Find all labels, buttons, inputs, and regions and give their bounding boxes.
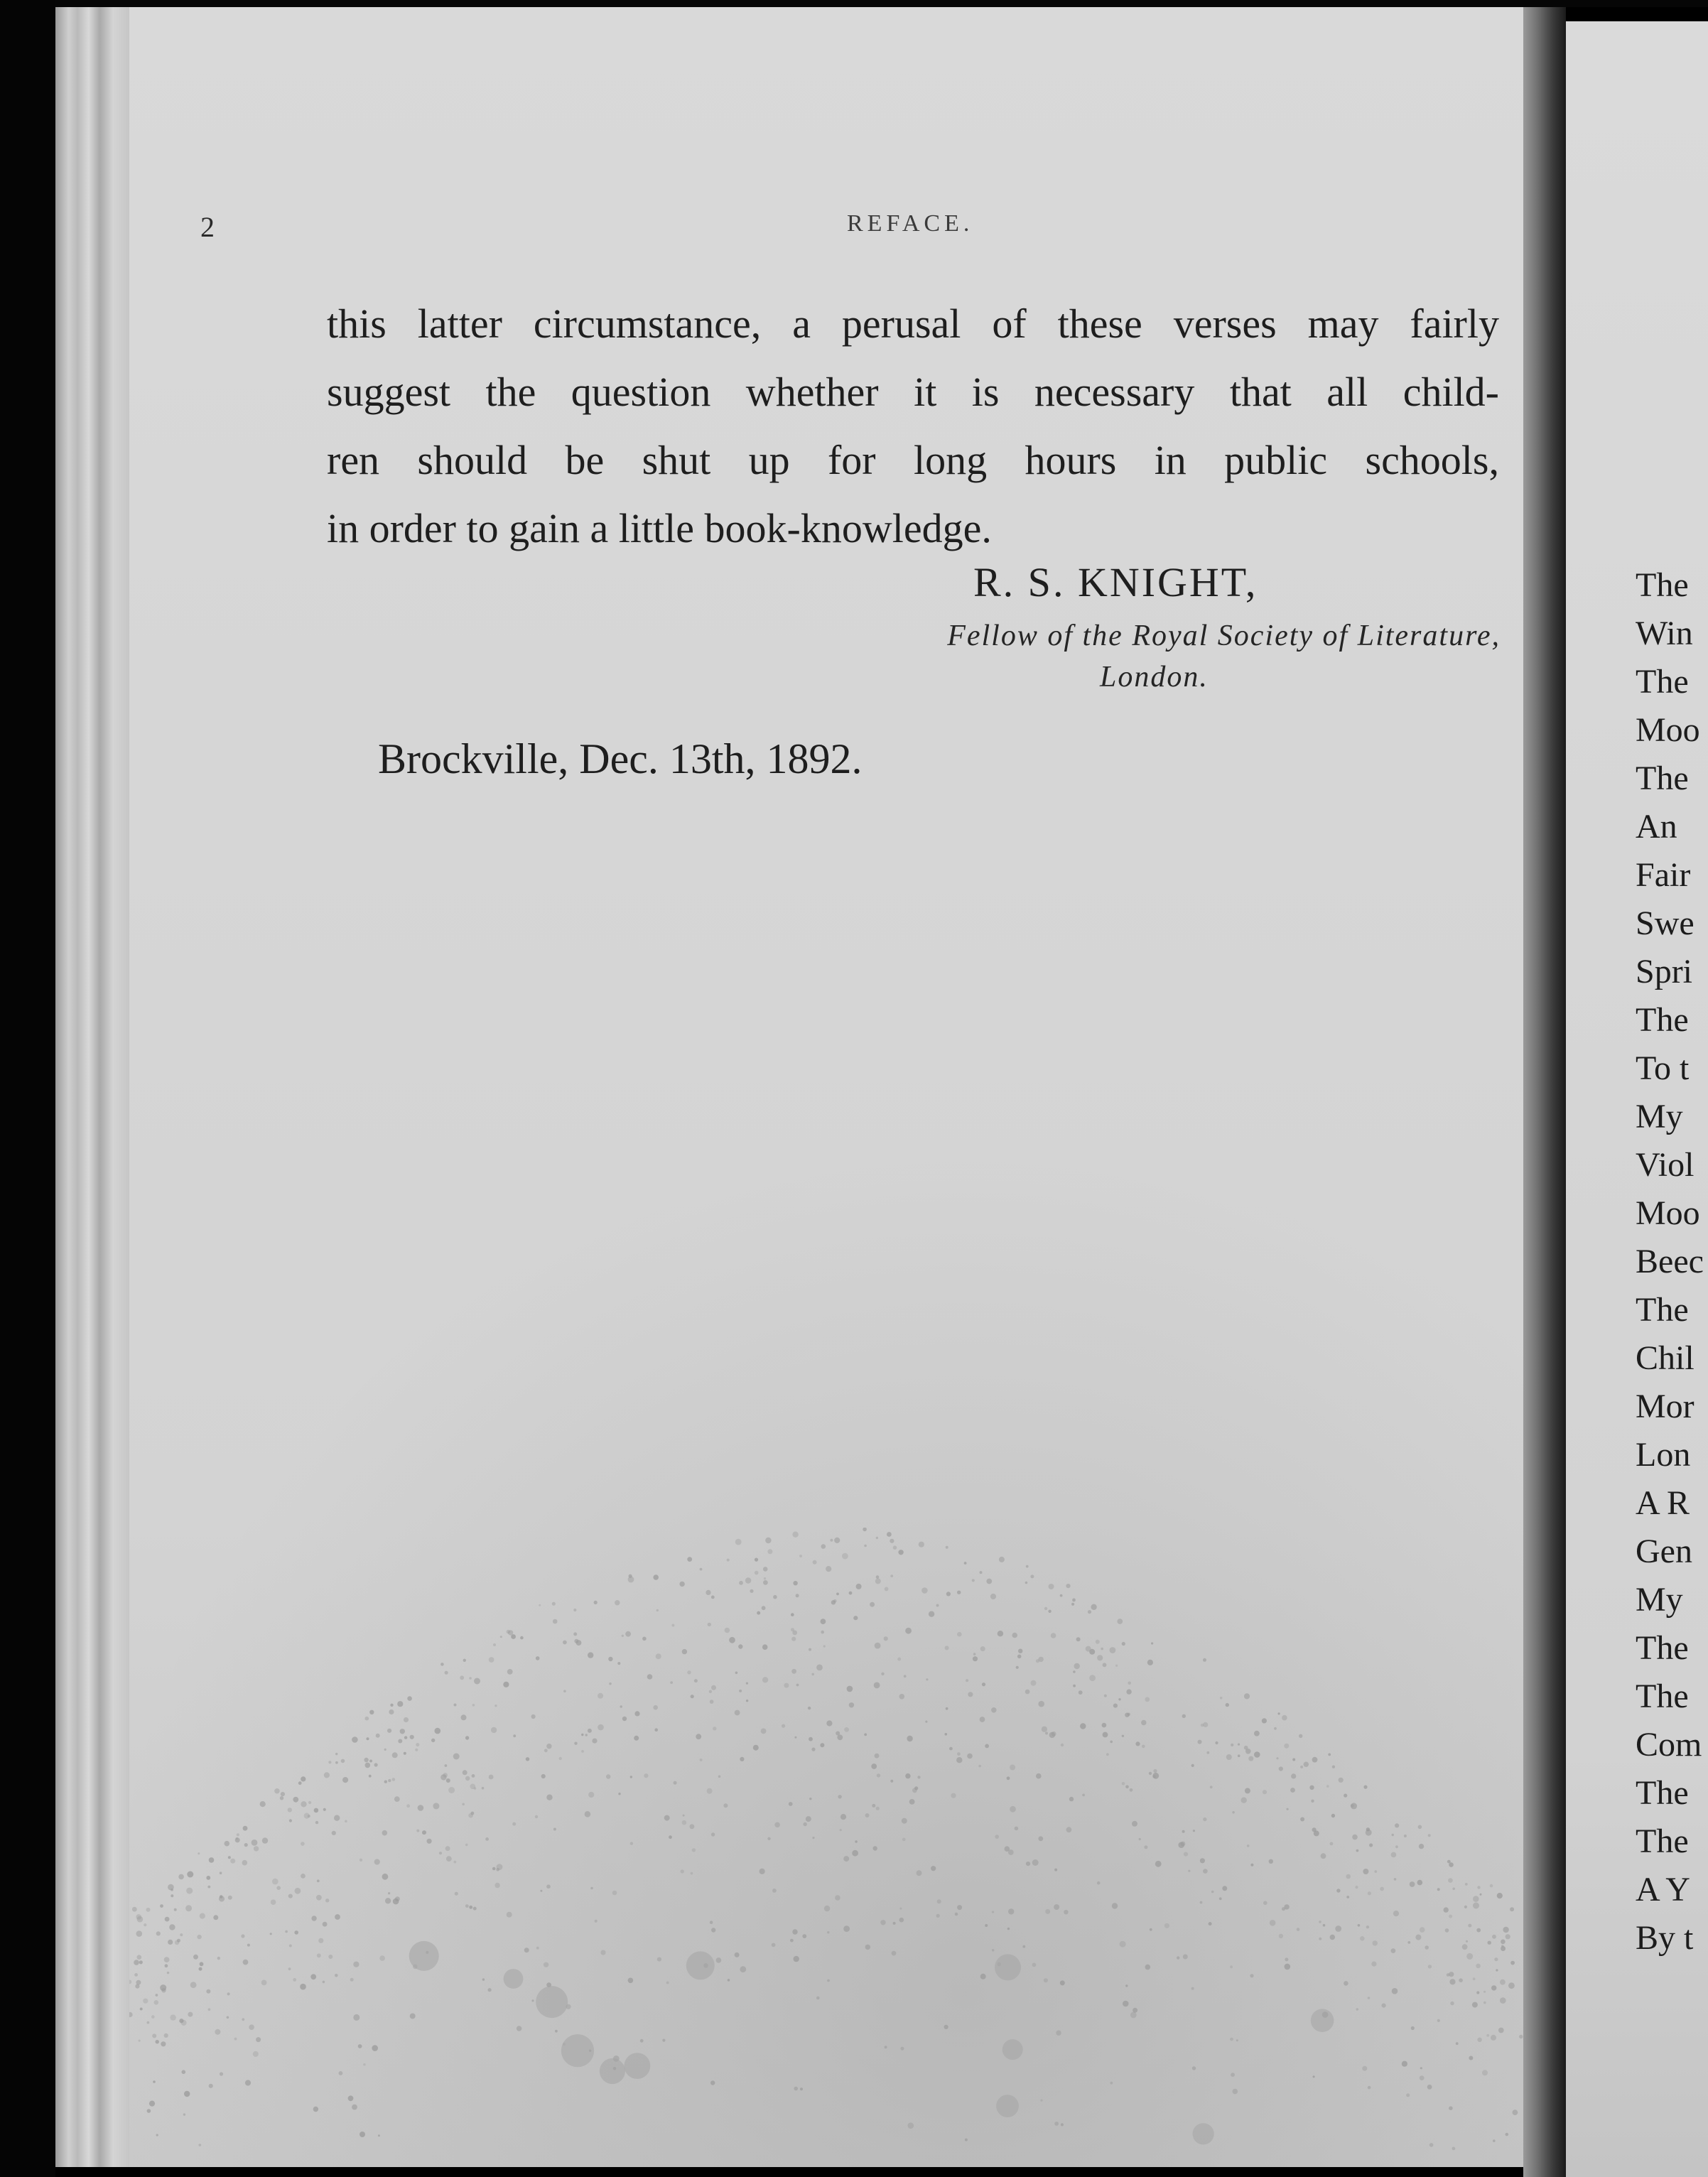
- toc-entry-fragment: Fair: [1636, 856, 1691, 894]
- toc-entry-fragment: The: [1636, 1001, 1689, 1039]
- toc-entry-fragment: The: [1636, 1774, 1689, 1812]
- toc-entry-fragment: The: [1636, 1291, 1689, 1329]
- author-affiliation: [780, 615, 1501, 698]
- toc-entry-fragment: Moo: [1636, 1194, 1700, 1232]
- toc-entry-fragment: Moo: [1636, 711, 1700, 749]
- author-signature: R. S. KNIGHT,: [973, 559, 1258, 605]
- toc-entry-fragment: A Y: [1636, 1871, 1690, 1908]
- toc-entry-fragment: Gen: [1636, 1533, 1692, 1570]
- book-gutter: [1523, 7, 1566, 2177]
- toc-entry-fragment: Chil: [1636, 1339, 1695, 1377]
- toc-entry-fragment: Com: [1636, 1726, 1702, 1763]
- toc-entry-fragment: My: [1636, 1098, 1683, 1135]
- toc-entry-fragment: The: [1636, 566, 1689, 604]
- paragraph-line: suggest the question whether it is necessary that all child-: [327, 369, 1499, 415]
- page-number: 2: [200, 211, 215, 243]
- toc-entry-fragment: The: [1636, 1678, 1689, 1715]
- toc-entry-fragment: The: [1636, 663, 1689, 701]
- dateline: Brockville, Dec. 13th, 1892.: [378, 735, 863, 782]
- toc-entry-fragment: A R: [1636, 1484, 1690, 1522]
- toc-entry-fragment: An: [1636, 808, 1677, 846]
- affiliation-society: Fellow of the Royal Society of Literature,: [947, 620, 1501, 652]
- paragraph-line: in order to gain a little book-knowledge.: [327, 505, 992, 551]
- toc-entry-fragment: The: [1636, 1629, 1689, 1667]
- scan-speckle-noise: [129, 1528, 1523, 2167]
- paragraph-line: this latter circumstance, a perusal of these verses may fairly: [327, 301, 1499, 347]
- toc-entry-fragment: Beec: [1636, 1243, 1704, 1280]
- toc-entry-fragment: The: [1636, 1822, 1689, 1860]
- scan-left-border: [0, 0, 55, 2177]
- toc-entry-fragment: Swe: [1636, 904, 1695, 942]
- toc-entry-fragment: Lon: [1636, 1436, 1691, 1474]
- toc-entry-fragment: My: [1636, 1581, 1683, 1619]
- toc-entry-fragment: Mor: [1636, 1388, 1695, 1425]
- running-title: REFACE.: [847, 210, 974, 237]
- toc-entry-fragment: Viol: [1636, 1146, 1695, 1184]
- facing-page-contents: [1636, 561, 1708, 1962]
- preface-paragraph: [327, 290, 1499, 563]
- toc-entry-fragment: By t: [1636, 1919, 1694, 1957]
- affiliation-city: London.: [1100, 661, 1209, 693]
- toc-entry-fragment: Win: [1636, 615, 1693, 652]
- scan-top-border: [0, 0, 1708, 7]
- paragraph-line: ren should be shut up for long hours in public schools,: [327, 437, 1499, 483]
- toc-entry-fragment: To t: [1636, 1049, 1690, 1087]
- page-edge-binding: [55, 7, 129, 2167]
- toc-entry-fragment: Spri: [1636, 953, 1693, 990]
- toc-entry-fragment: The: [1636, 760, 1689, 797]
